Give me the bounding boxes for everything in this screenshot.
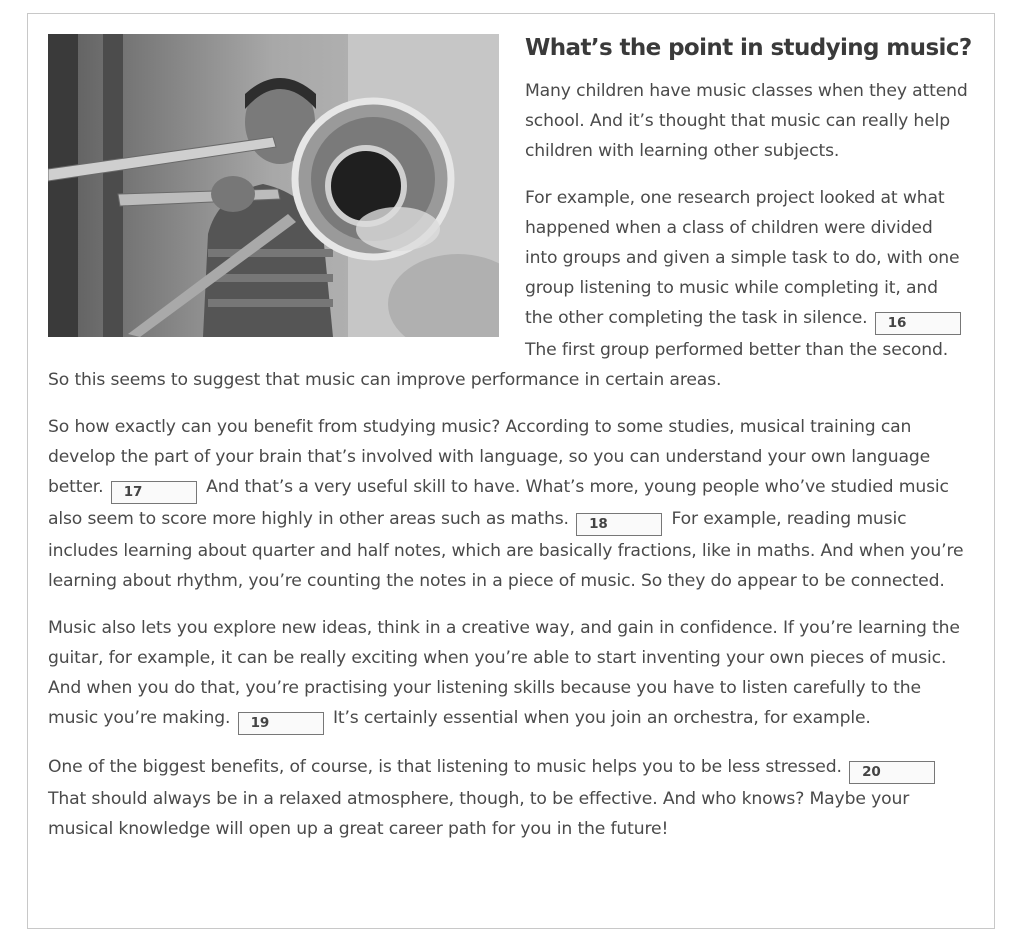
article-body	[48, 24, 972, 861]
paragraph-4	[48, 613, 968, 735]
trombone-player-image	[48, 34, 499, 337]
paragraph-3-text-a: So how exactly can you benefit from studying music? According to some studies, musical training can develop the part of your brain that’s involved with language, so you can understand your own language better.	[48, 417, 931, 497]
gap-16-field[interactable]: 16	[875, 312, 961, 335]
paragraph-2-text-b: The first group performed better than the second. So this seems to suggest that music can improve performance in certain areas.	[48, 340, 949, 390]
gap-19-field[interactable]: 19	[238, 712, 324, 735]
paragraph-4-text-b: It’s certainly essential when you join an orchestra, for example.	[332, 708, 871, 728]
gap-18-field[interactable]: 18	[576, 513, 662, 536]
paragraph-2-text-a: For example, one research project looked at what happened when a class of children were divided into groups and given a simple task to do, with one group listening to music while completing it, and the other completing the task in silence.	[525, 188, 960, 328]
paragraph-3-text-b: And that’s a very useful skill to have. What’s more, young people who’ve studied music also seem to score more highly in other areas such as maths.	[48, 477, 949, 529]
paragraph-5-text-b: That should always be in a relaxed atmosphere, though, to be effective. And who knows? Maybe your musical knowledge will open up a great career path for you in the future!	[48, 789, 910, 839]
paragraph-3-text-c: For example, reading music includes learning about quarter and half notes, which are basically fractions, like in maths. And when you’re learning about rhythm, you’re counting the notes in a piece of music. So they do appear to be connected.	[48, 509, 964, 591]
paragraph-4-text-a: Music also lets you explore new ideas, think in a creative way, and gain in confidence. If you’re learning the guitar, for example, it can be really exciting when you’re able to start inventing your own pieces of music. And when you do that, you’re practising your listening skills because you have to listen carefully to the music you’re making.	[48, 618, 960, 728]
paragraph-5	[48, 752, 968, 844]
paragraph-5-text-a: One of the biggest benefits, of course, is that listening to music helps you to be less stressed.	[48, 757, 842, 777]
gap-17-field[interactable]: 17	[111, 481, 197, 504]
article-title: What’s the point in studying music?	[525, 35, 972, 61]
paragraph-3	[48, 412, 968, 596]
paragraph-1-text: Many children have music classes when they attend school. And it’s thought that music can really help children with learning other subjects.	[525, 81, 968, 161]
trombone-photo	[48, 34, 499, 337]
gap-20-field[interactable]: 20	[849, 761, 935, 784]
